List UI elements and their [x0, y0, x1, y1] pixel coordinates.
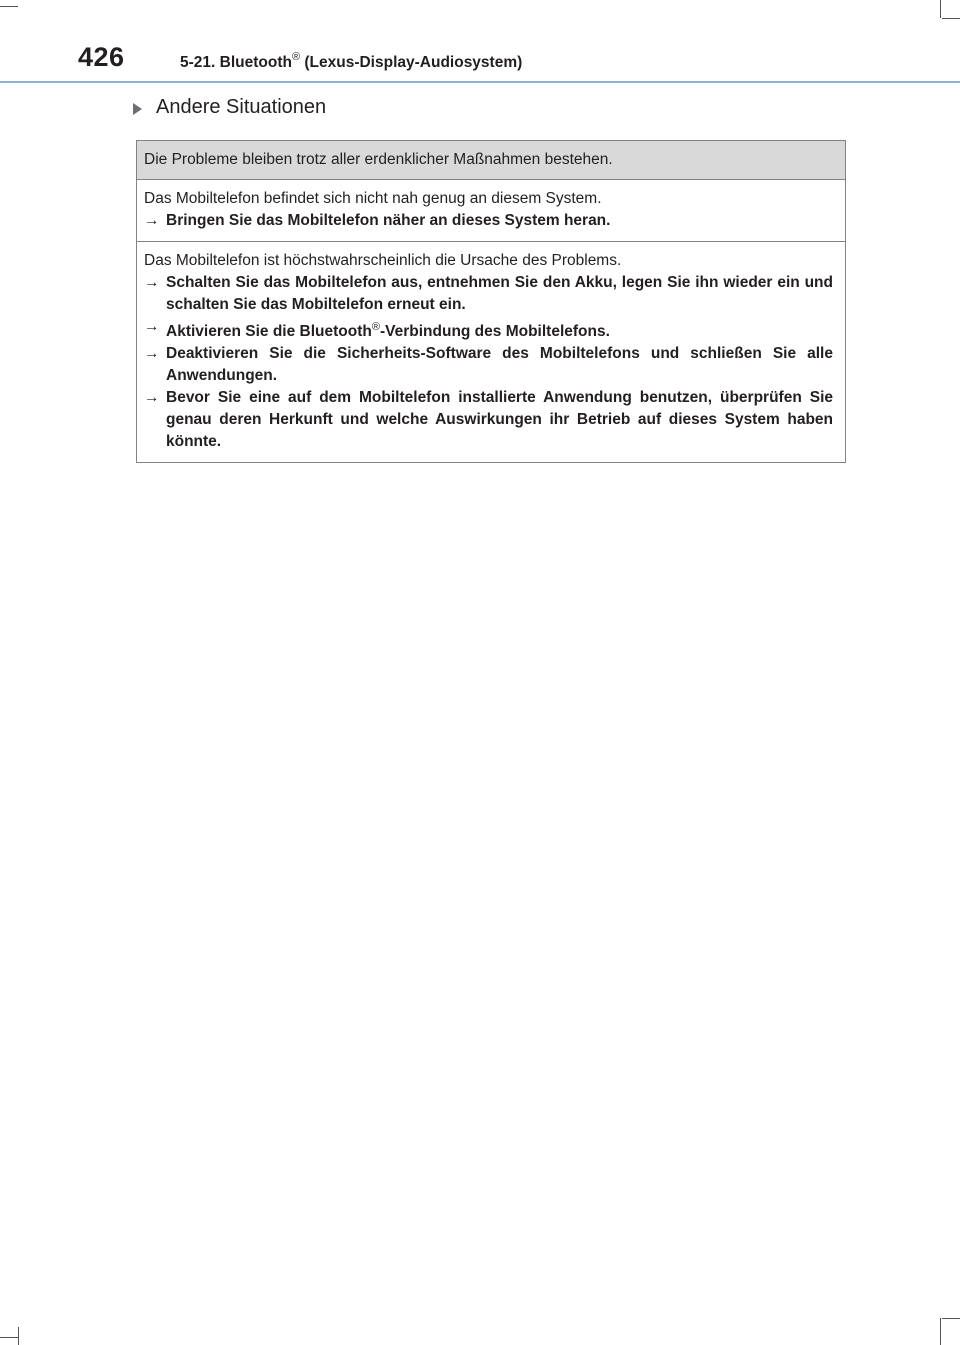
crop-mark [18, 1327, 19, 1345]
chapter-title [180, 52, 522, 72]
registered-mark: ® [291, 51, 301, 63]
chapter-suffix: (Lexus-Display-Audiosystem) [300, 54, 523, 72]
solution-text: Bringen Sie das Mobiltelefon näher an dieses System heran. [166, 212, 611, 229]
problem-cell: Die Probleme bleiben trotz aller erdenklicher Maßnahmen bestehen. [137, 141, 846, 180]
table-row [137, 180, 846, 242]
solution-text-before: Aktivieren Sie die Bluetooth [166, 323, 372, 341]
crop-mark [940, 0, 941, 18]
arrow-right-icon: → [144, 318, 160, 335]
solution-step [144, 343, 833, 387]
solution-text-after: -Verbindung des Mobiltelefons. [379, 323, 610, 341]
arrow-right-icon: → [144, 345, 160, 363]
cause-cell [137, 180, 846, 242]
table-row [137, 242, 846, 463]
solution-text: Deaktivieren Sie die Sicherheits-Software des Mobiltelefons und schließen Sie alle Anwendungen. [166, 345, 833, 385]
solution-text: Schalten Sie das Mobiltelefon aus, entnehmen Sie den Akku, legen Sie ihn wieder ein und schalten Sie das Mobiltelefon erneut ein. [166, 274, 833, 313]
arrow-right-icon: → [144, 389, 160, 407]
cause-text: Das Mobiltelefon befindet sich nicht nah genug an diesem System. [144, 190, 602, 207]
section-heading: Andere Situationen [156, 96, 327, 118]
cause-cell [137, 242, 846, 463]
crop-mark [940, 1318, 941, 1345]
page-number: 426 [78, 42, 125, 72]
crop-mark [942, 1318, 960, 1319]
crop-mark [0, 1337, 18, 1338]
cause-text: Das Mobiltelefon ist höchstwahrscheinlich die Ursache des Problems. [144, 252, 622, 269]
registered-mark: ® [371, 321, 380, 333]
solution-text [166, 316, 833, 343]
solution-step [144, 316, 833, 343]
chapter-prefix: 5-21. Bluetooth [180, 54, 292, 72]
triangle-right-icon [133, 103, 142, 115]
arrow-right-icon: → [144, 212, 160, 229]
solution-step [144, 272, 833, 316]
crop-mark [942, 18, 960, 19]
arrow-right-icon: → [144, 274, 160, 291]
header-rule [0, 81, 960, 83]
table-header-row [137, 141, 846, 180]
crop-mark [0, 6, 18, 7]
solution-step [144, 387, 833, 453]
solution-text: Bevor Sie eine auf dem Mobiltelefon installierte Anwendung benutzen, überprüfen Sie genau deren Herkunft und welche Auswirkungen ihr Betrieb auf dieses System haben könnte. [166, 389, 833, 451]
troubleshooting-table [136, 140, 846, 463]
solution-step [144, 210, 833, 232]
